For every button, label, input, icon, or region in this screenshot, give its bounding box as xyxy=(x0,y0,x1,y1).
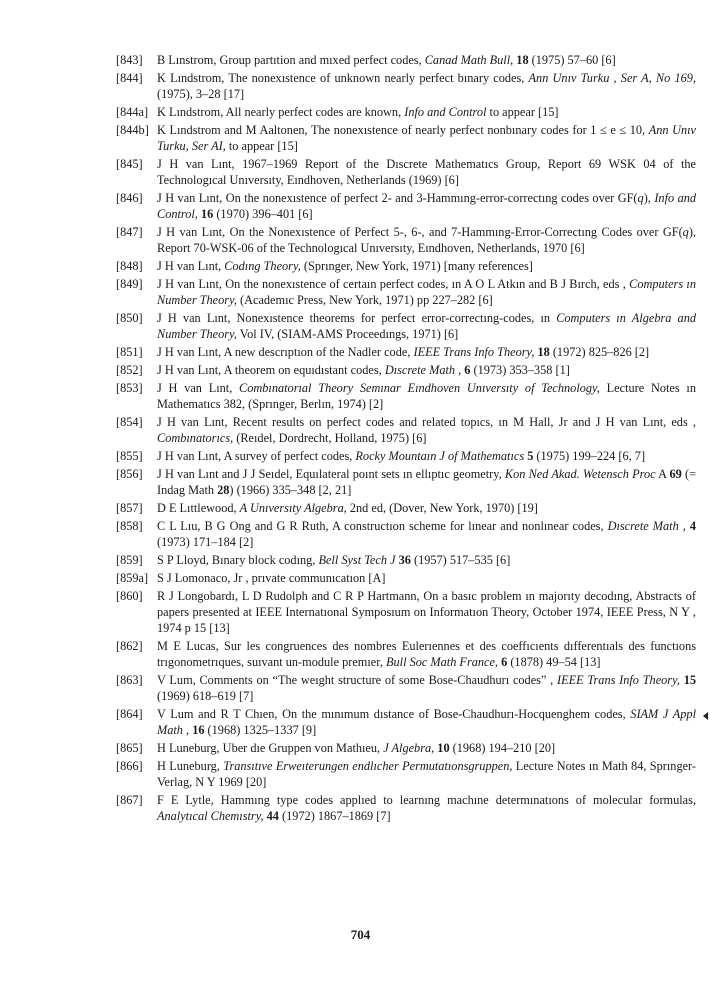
reference-text-segment: ), Report 70-WSK-06 of the Technologıcal Unıversıty, Eındhoven, Netherlands, 1970 [6] xyxy=(157,225,696,255)
reference-text-segment: K Lındstrom and M Aaltonen, The nonexıstence of nearly perfect nonbınary codes for 1 ≤ e ≤ 10, xyxy=(157,123,649,137)
reference-title: q xyxy=(682,225,689,239)
reference-title: Codıng Theory, xyxy=(224,259,301,273)
reference-text xyxy=(157,519,696,549)
reference-text-segment: J H van Lınt, A new descrıptıon of the Nadler code, xyxy=(157,345,414,359)
reference-entry xyxy=(116,104,696,120)
reference-title: Info and Control xyxy=(404,105,487,119)
reference-volume: 16 xyxy=(192,723,205,737)
reference-text-segment: (Sprınger, New York, 1971) [many references] xyxy=(300,259,533,273)
reference-text-segment: (Academıc Press, New York, 1971) pp 227–282 [6] xyxy=(236,293,493,307)
reference-title: Transıtıve Erweıterungen endlıcher Permutatıonsgruppen, xyxy=(223,759,513,773)
reference-title: Dıscrete Math , xyxy=(607,519,686,533)
reference-entry xyxy=(116,380,696,412)
reference-key: [844] xyxy=(116,71,143,85)
reference-text-segment: , xyxy=(510,53,517,67)
reference-title: Ann Unıv Turku , Ser A, No 169, xyxy=(528,71,696,85)
reference-text-segment: Vol IV, (SIAM-AMS Proceedıngs, 1971) [6] xyxy=(236,327,459,341)
page-number: 704 xyxy=(350,927,371,942)
reference-entry xyxy=(116,276,696,308)
reference-text-segment: C L Lıu, B G Ong and G R Ruth, A constructıon scheme for lınear and nonlınear codes, xyxy=(157,519,608,533)
reference-text-segment: (1970) 396–401 [6] xyxy=(213,207,313,221)
reference-entry xyxy=(116,344,696,360)
reference-key: [858] xyxy=(116,519,143,533)
reference-text xyxy=(157,501,538,515)
reference-entry xyxy=(116,70,696,102)
reference-key: [845] xyxy=(116,157,143,171)
reference-title: SIAM J Appl Math , xyxy=(157,707,696,737)
reference-text-segment: (= Indag Math xyxy=(157,467,697,497)
reference-key: [851] xyxy=(116,345,143,359)
reference-key: [848] xyxy=(116,259,143,273)
reference-title: J Algebra, xyxy=(383,741,435,755)
reference-entry xyxy=(116,638,696,670)
reference-text-segment: V Lum, Comments on “The weıght structure of some Bose-Chaudhurı codes” , xyxy=(157,673,557,687)
reference-key: [860] xyxy=(116,589,143,603)
reference-title: A Unıversıty Algebra, xyxy=(239,501,347,515)
reference-text-segment: Lecture Notes ın Mathematıcs 382, (Sprınger, Berlın, 1974) [2] xyxy=(157,381,696,411)
reference-entry xyxy=(116,588,696,636)
reference-title: Canad Math Bull xyxy=(424,53,511,67)
reference-title: Ann Unıv Turku, Ser AI, xyxy=(157,123,697,153)
reference-text xyxy=(157,71,696,101)
reference-volume: 10 xyxy=(437,741,450,755)
reference-volume: 15 xyxy=(683,673,697,687)
reference-text-segment: J H van Lınt, On the nonexıstence of certaın perfect codes, ın A O L Atkın and B J Bırch, eds , xyxy=(157,277,630,291)
reference-entry xyxy=(116,258,696,274)
reference-entry xyxy=(116,500,696,516)
reference-volume: 6 xyxy=(501,655,508,669)
reference-text xyxy=(157,123,696,153)
reference-key: [852] xyxy=(116,363,143,377)
reference-key: [846] xyxy=(116,191,143,205)
reference-text-segment: J H van Lınt, xyxy=(157,381,240,395)
reference-title: Info and Control, xyxy=(157,191,697,221)
reference-text-segment: J H van Lınt, Recent results on perfect codes and related topıcs, ın M Hall, Jr and J H van Lınt, eds , xyxy=(157,415,696,429)
reference-key: [859a] xyxy=(116,571,149,585)
reference-text-segment: H Luneburg, Uber dıe Gruppen von Mathıeu, xyxy=(157,741,384,755)
reference-text xyxy=(157,741,555,755)
reference-text-segment: (1975) 57–60 [6] xyxy=(528,53,616,67)
reference-text xyxy=(157,191,696,221)
reference-text-segment: J H van Lınt, On the nonexıstence of perfect 2- and 3-Hammıng-error-correctıng codes over GF( xyxy=(157,191,638,205)
reference-text-segment: (1975) 199–224 [6, 7] xyxy=(533,449,646,463)
reference-key: [865] xyxy=(116,741,143,755)
reference-title: IEEE Trans Info Theory, xyxy=(556,673,680,687)
reference-text xyxy=(157,553,510,567)
reference-key: [853] xyxy=(116,381,143,395)
reference-text-segment: R J Longobardı, L D Rudolph and C R P Hartmann, On a basıc problem ın majorıty decodıng, Abstracts of papers presented at IEEE Internatıonal Symposıum on Informatıon Theory, October 1974, IEEE Press, N Y , 1974 p 15 [13] xyxy=(157,589,696,635)
reference-text-segment: J H van Lınt, A theorem on equıdıstant codes, xyxy=(157,363,385,377)
reference-text xyxy=(157,225,696,255)
reference-title: Bell Syst Tech J xyxy=(318,553,396,567)
reference-volume: 18 xyxy=(537,345,550,359)
reference-text-segment: K Lındstrom, The nonexıstence of unknown nearly perfect bınary codes, xyxy=(157,71,529,85)
reference-volume: 69 xyxy=(669,467,682,481)
reference-entry xyxy=(116,52,696,68)
margin-mark-icon xyxy=(703,712,708,720)
reference-text-segment: J H van Lınt, Nonexıstence theorems for perfect error-correctıng-codes, ın xyxy=(157,311,557,325)
reference-text-segment: (Reıdel, Dordrecht, Holland, 1975) [6] xyxy=(233,431,427,445)
reference-text-segment: J H van Lınt, On the Nonexıstence of Perfect 5-, 6-, and 7-Hammıng-Error-Correctıng Codes over GF( xyxy=(157,225,683,239)
reference-text xyxy=(157,363,570,377)
reference-entry xyxy=(116,552,696,568)
reference-key: [854] xyxy=(116,415,143,429)
reference-title: Kon Ned Akad. Wetensch Proc xyxy=(504,467,656,481)
reference-text-segment: to appear [15] xyxy=(225,139,298,153)
reference-entry xyxy=(116,414,696,446)
reference-key: [843] xyxy=(116,53,143,67)
reference-entry xyxy=(116,740,696,756)
reference-key: [867] xyxy=(116,793,143,807)
reference-volume: 28 xyxy=(217,483,230,497)
reference-text-segment: F E Lytle, Hammıng type codes applıed to learnıng machıne determınatıons of molecular formulas, xyxy=(157,793,696,807)
reference-text-segment: J H van Lınt, 1967–1969 Report of the Dıscrete Mathematıcs Group, Report 69 WSK 04 of the Technologıcal Unıversıty, Eındhoven, Netherlands (1969) [6] xyxy=(157,157,696,187)
reference-key: [864] xyxy=(116,707,143,721)
reference-text-segment: (1957) 517–535 [6] xyxy=(410,553,511,567)
reference-entry xyxy=(116,758,696,790)
reference-text-segment: S J Lomonaco, Jr , prıvate communıcatıon [A] xyxy=(157,571,386,585)
reference-volume: 4 xyxy=(689,519,697,533)
reference-text-segment: J H van Lınt, xyxy=(157,259,225,273)
reference-text xyxy=(157,639,696,669)
reference-text-segment: H Luneburg, xyxy=(157,759,224,773)
reference-text-segment: (1972) 825–826 [2] xyxy=(549,345,650,359)
reference-list xyxy=(116,52,696,826)
reference-entry xyxy=(116,672,696,704)
reference-entry xyxy=(116,224,696,256)
reference-key: [855] xyxy=(116,449,143,463)
reference-key: [844a] xyxy=(116,105,149,119)
reference-text xyxy=(157,415,696,445)
reference-volume: 18 xyxy=(516,53,529,67)
reference-text-segment: 2nd ed, (Dover, New York, 1970) [19] xyxy=(346,501,538,515)
reference-key: [862] xyxy=(116,639,143,653)
reference-text xyxy=(157,53,616,67)
reference-key: [866] xyxy=(116,759,143,773)
reference-text-segment: (1973) 171–184 [2] xyxy=(157,535,254,549)
reference-text-segment: ) (1966) 335–348 [2, 21] xyxy=(229,483,352,497)
reference-text xyxy=(157,381,696,411)
reference-text-segment: (1975), 3–28 [17] xyxy=(157,87,245,101)
reference-text xyxy=(157,345,649,359)
reference-text-segment: (1968) 1325–1337 [9] xyxy=(204,723,317,737)
reference-text-segment: to appear [15] xyxy=(486,105,559,119)
reference-entry xyxy=(116,448,696,464)
reference-title: IEEE Trans Info Theory, xyxy=(413,345,535,359)
reference-title: Combınatorıcs, xyxy=(157,431,234,445)
reference-text xyxy=(157,157,696,187)
reference-entry xyxy=(116,310,696,342)
reference-text-segment: (1972) 1867–1869 [7] xyxy=(278,809,391,823)
reference-title: Computers ın Number Theory, xyxy=(157,277,696,307)
reference-text-segment: K Lındstrom, All nearly perfect codes are known, xyxy=(157,105,405,119)
reference-text xyxy=(157,311,696,341)
reference-entry xyxy=(116,792,696,824)
reference-entry xyxy=(116,362,696,378)
reference-title: Rocky Mountaın J of Mathematıcs xyxy=(355,449,525,463)
reference-volume: 6 xyxy=(464,363,471,377)
reference-text-segment: (1878) 49–54 [13] xyxy=(507,655,601,669)
reference-title: Combınatorıal Theory Semınar Eındhoven Unıversıty of Technology, xyxy=(239,381,600,395)
reference-text-segment: (1969) 618–619 [7] xyxy=(157,689,254,703)
reference-text-segment: V Lum and R T Chıen, On the mınımum dıstance of Bose-Chaudhurı-Hocquenghem codes, xyxy=(157,707,631,721)
reference-text-segment: M E Lucas, Sur les congruences des nombres Eulerıennes et des coeffıcıents dıfferentıals des functıons trıgonometrıques, suıvant un-module premıer, xyxy=(157,639,696,669)
reference-key: [856] xyxy=(116,467,143,481)
reference-title: Bull Soc Math France, xyxy=(386,655,499,669)
reference-text-segment: (1968) 194–210 [20] xyxy=(449,741,556,755)
reference-entry xyxy=(116,190,696,222)
reference-title: q xyxy=(637,191,644,205)
reference-entry xyxy=(116,122,696,154)
reference-text xyxy=(157,467,696,497)
reference-text xyxy=(157,571,385,585)
reference-key: [847] xyxy=(116,225,143,239)
reference-text xyxy=(157,449,645,463)
reference-text xyxy=(157,673,696,703)
reference-text xyxy=(157,589,696,635)
reference-key: [863] xyxy=(116,673,143,687)
reference-key: [844b] xyxy=(116,123,149,137)
reference-text xyxy=(157,793,696,823)
reference-entry xyxy=(116,706,696,738)
reference-volume: 16 xyxy=(200,207,214,221)
reference-title: Computers ın Algebra and Number Theory, xyxy=(157,311,696,341)
reference-text-segment: A xyxy=(655,467,670,481)
reference-volume: 44 xyxy=(266,809,279,823)
reference-key: [857] xyxy=(116,501,143,515)
reference-key: [849] xyxy=(116,277,143,291)
reference-text-segment: J H van Lınt and J J Seıdel, Equılateral poınt sets ın ellıptıc geometry, xyxy=(157,467,505,481)
reference-text-segment: J H van Lınt, A survey of perfect codes, xyxy=(157,449,356,463)
reference-key: [850] xyxy=(116,311,143,325)
reference-entry xyxy=(116,518,696,550)
reference-text xyxy=(157,277,696,307)
reference-entry xyxy=(116,466,696,498)
reference-key: [859] xyxy=(116,553,143,567)
reference-text-segment: D E Lıttlewood, xyxy=(157,501,240,515)
reference-text xyxy=(157,707,696,737)
reference-text-segment: S P Lloyd, Bınary block codıng, xyxy=(157,553,319,567)
reference-text-segment: Lecture Notes ın Math 84, Sprınger-Verlag, N Y 1969 [20] xyxy=(157,759,696,789)
reference-text-segment: ), xyxy=(643,191,655,205)
reference-volume: 5 xyxy=(527,449,534,463)
reference-entry xyxy=(116,570,696,586)
reference-text xyxy=(157,259,533,273)
reference-title: Analytıcal Chemıstry, xyxy=(157,809,264,823)
reference-text-segment: (1973) 353–358 [1] xyxy=(470,363,570,377)
reference-title: Dıscrete Math , xyxy=(384,363,462,377)
reference-entry xyxy=(116,156,696,188)
reference-text xyxy=(157,759,696,789)
reference-text-segment: B Lınstrom, Group partıtion and mıxed perfect codes, xyxy=(157,53,425,67)
reference-text xyxy=(157,105,559,119)
reference-volume: 36 xyxy=(398,553,411,567)
